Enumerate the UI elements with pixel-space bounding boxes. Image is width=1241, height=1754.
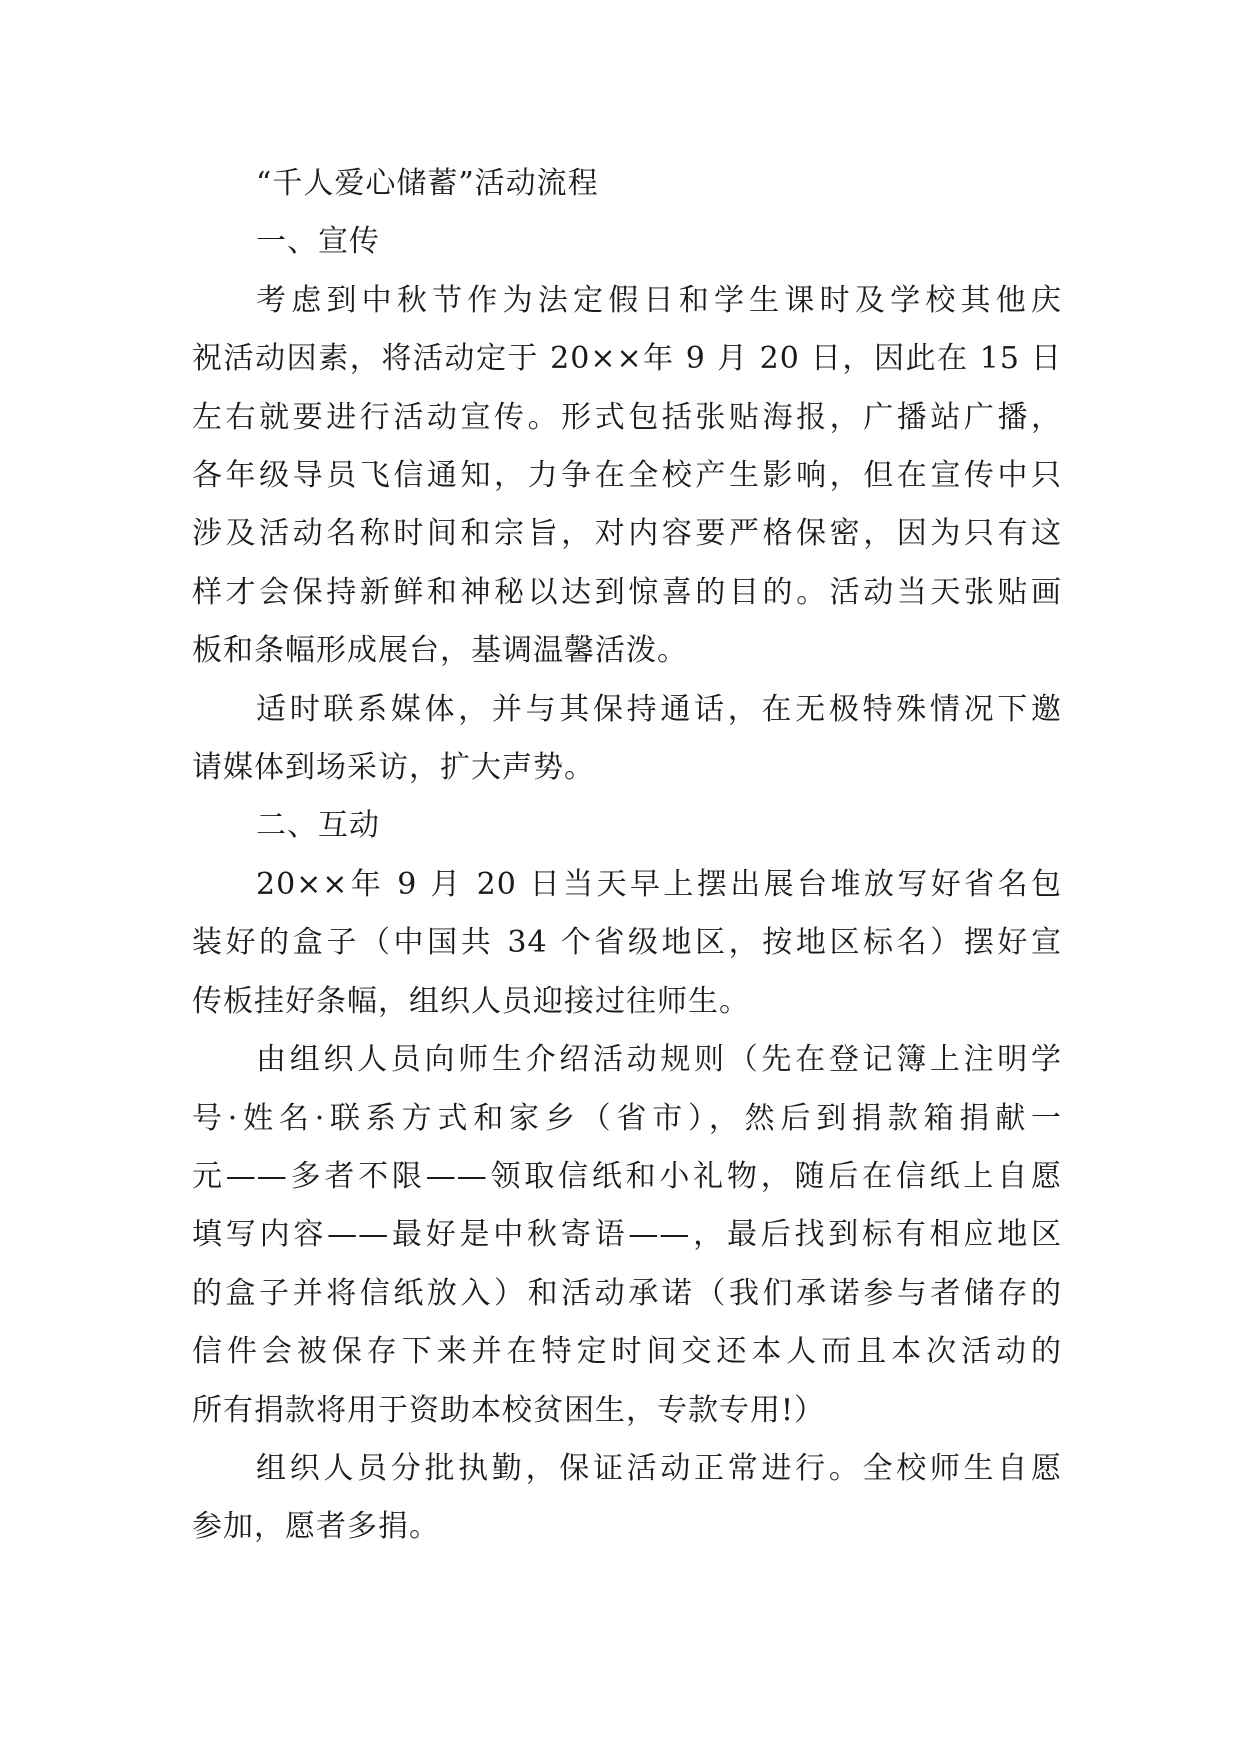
paragraph-line: 组织人员分批执勤，保证活动正常进行。全校师生自愿 xyxy=(256,1450,1062,1486)
section-heading-publicity: 一、宣传 xyxy=(256,224,380,260)
paragraph-line: 样才会保持新鲜和神秘以达到惊喜的目的。活动当天张贴画 xyxy=(192,574,1062,610)
paragraph-line: 20××年 9 月 20 日当天早上摆出展台堆放写好省名包 xyxy=(256,866,1062,902)
paragraph-line: 的盒子并将信纸放入）和活动承诺（我们承诺参与者储存的 xyxy=(192,1275,1062,1311)
document-title: “千人爱心储蓄”活动流程 xyxy=(256,166,599,201)
paragraph-line: 适时联系媒体，并与其保持通话，在无极特殊情况下邀 xyxy=(256,691,1062,727)
paragraph-line: 装好的盒子（中国共 34 个省级地区，按地区标名）摆好宣 xyxy=(192,925,1062,961)
document-body xyxy=(192,155,1062,1557)
paragraph-line: 填写内容——最好是中秋寄语——，最后找到标有相应地区 xyxy=(192,1217,1062,1253)
paragraph-line: 传板挂好条幅，组织人员迎接过往师生。 xyxy=(192,983,750,1019)
paragraph-line: 涉及活动名称时间和宗旨，对内容要严格保密，因为只有这 xyxy=(192,516,1062,552)
paragraph-line: 请媒体到场采访，扩大声势。 xyxy=(192,750,595,786)
paragraph-line: 信件会被保存下来并在特定时间交还本人而且本次活动的 xyxy=(192,1334,1062,1370)
paragraph-line: 由组织人员向师生介绍活动规则（先在登记簿上注明学 xyxy=(256,1042,1062,1078)
paragraph-line: 元——多者不限——领取信纸和小礼物，随后在信纸上自愿 xyxy=(192,1158,1062,1194)
paragraph-line: 板和条幅形成展台，基调温馨活泼。 xyxy=(192,633,688,669)
paragraph-line: 所有捐款将用于资助本校贫困生，专款专用!） xyxy=(192,1392,826,1428)
paragraph-line: 各年级导员飞信通知，力争在全校产生影响，但在宣传中只 xyxy=(192,458,1062,494)
section-heading-interaction: 二、互动 xyxy=(256,808,380,844)
paragraph-publicity-plan xyxy=(192,272,1062,681)
paragraph-booth-setup xyxy=(192,856,1062,1031)
paragraph-line: 考虑到中秋节作为法定假日和学生课时及学校其他庆 xyxy=(256,282,1062,318)
paragraph-duty-arrangement xyxy=(192,1440,1062,1557)
paragraph-line: 左右就要进行活动宣传。形式包括张贴海报，广播站广播， xyxy=(192,399,1062,435)
paragraph-activity-rules xyxy=(192,1031,1062,1440)
paragraph-media-contact xyxy=(192,681,1062,798)
paragraph-line: 祝活动因素，将活动定于 20××年 9 月 20 日，因此在 15 日 xyxy=(192,341,1062,377)
paragraph-line: 参加，愿者多捐。 xyxy=(192,1509,440,1545)
paragraph-line: 号·姓名·联系方式和家乡（省市），然后到捐款箱捐献一 xyxy=(192,1100,1062,1136)
